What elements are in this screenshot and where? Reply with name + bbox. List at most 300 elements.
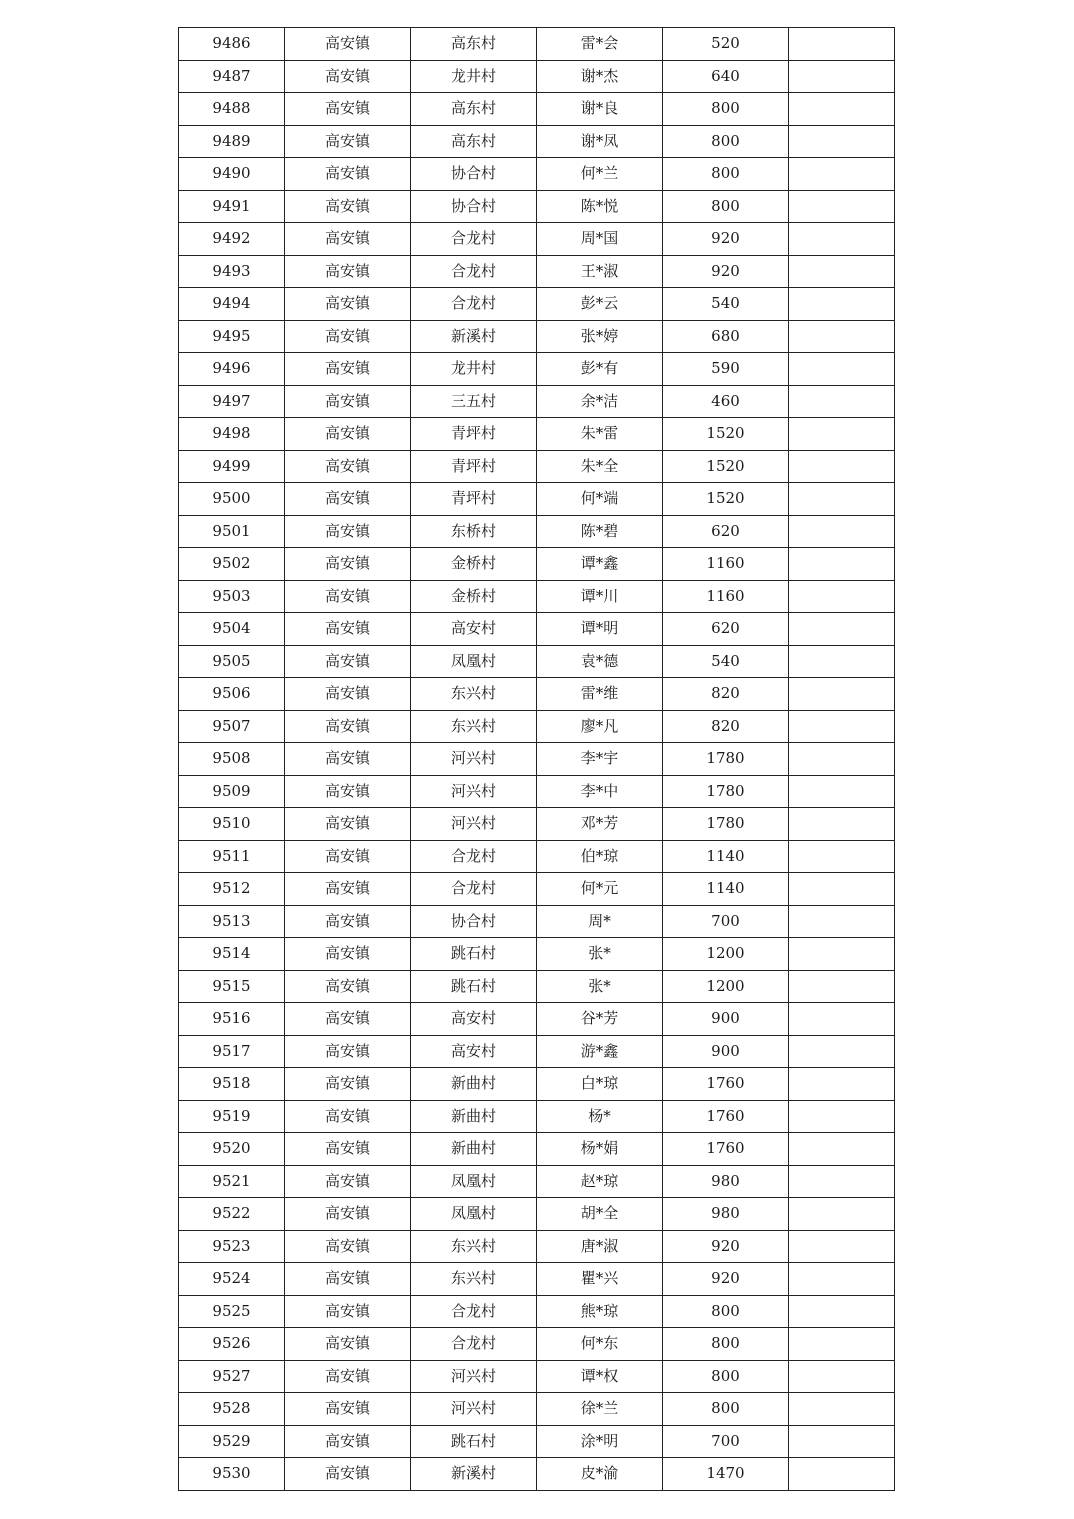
cell-name: 唐*淑 — [537, 1230, 663, 1263]
cell-village: 新曲村 — [411, 1068, 537, 1101]
cell-name: 袁*德 — [537, 645, 663, 678]
cell-town: 高安镇 — [285, 1425, 411, 1458]
cell-note — [789, 613, 895, 646]
cell-name: 雷*维 — [537, 678, 663, 711]
cell-note — [789, 743, 895, 776]
cell-note — [789, 580, 895, 613]
cell-amount: 800 — [663, 1393, 789, 1426]
table-row — [179, 158, 895, 191]
cell-amount: 920 — [663, 223, 789, 256]
cell-name: 邓*芳 — [537, 808, 663, 841]
cell-amount: 1760 — [663, 1100, 789, 1133]
cell-town: 高安镇 — [285, 450, 411, 483]
cell-village: 协合村 — [411, 158, 537, 191]
cell-village: 青坪村 — [411, 418, 537, 451]
cell-note — [789, 255, 895, 288]
table-row — [179, 775, 895, 808]
cell-village: 龙井村 — [411, 60, 537, 93]
cell-seq: 9506 — [179, 678, 285, 711]
cell-note — [789, 385, 895, 418]
table-row — [179, 905, 895, 938]
cell-village: 青坪村 — [411, 450, 537, 483]
table-row — [179, 1393, 895, 1426]
cell-note — [789, 1165, 895, 1198]
cell-name: 张* — [537, 970, 663, 1003]
cell-seq: 9519 — [179, 1100, 285, 1133]
table-row — [179, 483, 895, 516]
cell-note — [789, 28, 895, 61]
cell-note — [789, 60, 895, 93]
cell-town: 高安镇 — [285, 60, 411, 93]
cell-amount: 820 — [663, 678, 789, 711]
cell-note — [789, 1198, 895, 1231]
cell-town: 高安镇 — [285, 613, 411, 646]
cell-seq: 9487 — [179, 60, 285, 93]
cell-town: 高安镇 — [285, 873, 411, 906]
cell-seq: 9503 — [179, 580, 285, 613]
cell-note — [789, 775, 895, 808]
cell-seq: 9493 — [179, 255, 285, 288]
cell-note — [789, 1360, 895, 1393]
cell-name: 周*国 — [537, 223, 663, 256]
cell-name: 赵*琼 — [537, 1165, 663, 1198]
cell-name: 伯*琼 — [537, 840, 663, 873]
cell-note — [789, 938, 895, 971]
cell-seq: 9505 — [179, 645, 285, 678]
cell-name: 白*琼 — [537, 1068, 663, 1101]
cell-amount: 1780 — [663, 743, 789, 776]
cell-seq: 9513 — [179, 905, 285, 938]
cell-name: 熊*琼 — [537, 1295, 663, 1328]
cell-town: 高安镇 — [285, 190, 411, 223]
cell-village: 合龙村 — [411, 1295, 537, 1328]
cell-name: 游*鑫 — [537, 1035, 663, 1068]
cell-amount: 1520 — [663, 418, 789, 451]
cell-name: 彭*有 — [537, 353, 663, 386]
cell-town: 高安镇 — [285, 743, 411, 776]
cell-name: 彭*云 — [537, 288, 663, 321]
cell-amount: 1140 — [663, 840, 789, 873]
cell-village: 跳石村 — [411, 938, 537, 971]
cell-town: 高安镇 — [285, 125, 411, 158]
cell-village: 新溪村 — [411, 320, 537, 353]
cell-seq: 9501 — [179, 515, 285, 548]
roster-table — [178, 27, 895, 1491]
cell-note — [789, 548, 895, 581]
cell-note — [789, 515, 895, 548]
cell-village: 东兴村 — [411, 1263, 537, 1296]
cell-note — [789, 645, 895, 678]
cell-town: 高安镇 — [285, 385, 411, 418]
cell-town: 高安镇 — [285, 28, 411, 61]
cell-village: 高安村 — [411, 1035, 537, 1068]
table-row — [179, 255, 895, 288]
table-row — [179, 678, 895, 711]
table-row — [179, 320, 895, 353]
cell-note — [789, 418, 895, 451]
cell-name: 余*洁 — [537, 385, 663, 418]
cell-amount: 1200 — [663, 970, 789, 1003]
cell-village: 东兴村 — [411, 678, 537, 711]
table-row — [179, 125, 895, 158]
cell-name: 杨*娟 — [537, 1133, 663, 1166]
cell-village: 跳石村 — [411, 970, 537, 1003]
cell-amount: 900 — [663, 1003, 789, 1036]
cell-name: 谢*杰 — [537, 60, 663, 93]
cell-town: 高安镇 — [285, 1295, 411, 1328]
cell-amount: 800 — [663, 1360, 789, 1393]
cell-village: 东兴村 — [411, 710, 537, 743]
cell-amount: 820 — [663, 710, 789, 743]
cell-seq: 9496 — [179, 353, 285, 386]
cell-town: 高安镇 — [285, 1393, 411, 1426]
cell-name: 雷*会 — [537, 28, 663, 61]
cell-town: 高安镇 — [285, 255, 411, 288]
cell-village: 新曲村 — [411, 1133, 537, 1166]
cell-name: 谢*良 — [537, 93, 663, 126]
cell-seq: 9486 — [179, 28, 285, 61]
cell-name: 何*东 — [537, 1328, 663, 1361]
cell-town: 高安镇 — [285, 158, 411, 191]
table-row — [179, 808, 895, 841]
cell-town: 高安镇 — [285, 483, 411, 516]
cell-name: 张* — [537, 938, 663, 971]
cell-note — [789, 353, 895, 386]
cell-seq: 9526 — [179, 1328, 285, 1361]
table-row — [179, 548, 895, 581]
cell-note — [789, 93, 895, 126]
cell-village: 合龙村 — [411, 288, 537, 321]
cell-amount: 980 — [663, 1198, 789, 1231]
cell-seq: 9528 — [179, 1393, 285, 1426]
cell-seq: 9520 — [179, 1133, 285, 1166]
table-row — [179, 1263, 895, 1296]
cell-seq: 9499 — [179, 450, 285, 483]
cell-town: 高安镇 — [285, 1003, 411, 1036]
cell-amount: 620 — [663, 613, 789, 646]
cell-note — [789, 905, 895, 938]
cell-note — [789, 1230, 895, 1263]
cell-village: 合龙村 — [411, 223, 537, 256]
cell-amount: 900 — [663, 1035, 789, 1068]
cell-town: 高安镇 — [285, 1100, 411, 1133]
table-row — [179, 418, 895, 451]
cell-seq: 9500 — [179, 483, 285, 516]
cell-town: 高安镇 — [285, 905, 411, 938]
cell-amount: 1780 — [663, 808, 789, 841]
cell-seq: 9515 — [179, 970, 285, 1003]
cell-seq: 9522 — [179, 1198, 285, 1231]
cell-name: 谭*川 — [537, 580, 663, 613]
table-row — [179, 1198, 895, 1231]
table-row — [179, 28, 895, 61]
cell-name: 李*宇 — [537, 743, 663, 776]
cell-amount: 920 — [663, 1230, 789, 1263]
cell-name: 周* — [537, 905, 663, 938]
cell-town: 高安镇 — [285, 353, 411, 386]
table-row — [179, 1133, 895, 1166]
table-row — [179, 645, 895, 678]
cell-name: 杨* — [537, 1100, 663, 1133]
cell-village: 东桥村 — [411, 515, 537, 548]
cell-note — [789, 970, 895, 1003]
cell-seq: 9514 — [179, 938, 285, 971]
table-row — [179, 93, 895, 126]
cell-seq: 9525 — [179, 1295, 285, 1328]
cell-village: 跳石村 — [411, 1425, 537, 1458]
table-row — [179, 710, 895, 743]
cell-village: 高东村 — [411, 125, 537, 158]
cell-note — [789, 873, 895, 906]
table-row — [179, 1230, 895, 1263]
cell-note — [789, 840, 895, 873]
cell-note — [789, 1068, 895, 1101]
cell-amount: 540 — [663, 645, 789, 678]
cell-village: 凤凰村 — [411, 1165, 537, 1198]
cell-town: 高安镇 — [285, 678, 411, 711]
cell-amount: 1780 — [663, 775, 789, 808]
cell-village: 河兴村 — [411, 775, 537, 808]
table-row — [179, 840, 895, 873]
table-row — [179, 873, 895, 906]
cell-amount: 540 — [663, 288, 789, 321]
cell-amount: 920 — [663, 1263, 789, 1296]
cell-amount: 1470 — [663, 1458, 789, 1491]
cell-seq: 9527 — [179, 1360, 285, 1393]
cell-town: 高安镇 — [285, 710, 411, 743]
cell-seq: 9510 — [179, 808, 285, 841]
cell-amount: 680 — [663, 320, 789, 353]
cell-village: 河兴村 — [411, 743, 537, 776]
cell-name: 胡*全 — [537, 1198, 663, 1231]
cell-amount: 520 — [663, 28, 789, 61]
cell-village: 合龙村 — [411, 873, 537, 906]
cell-note — [789, 158, 895, 191]
cell-note — [789, 710, 895, 743]
cell-note — [789, 1393, 895, 1426]
table-row — [179, 1100, 895, 1133]
cell-town: 高安镇 — [285, 938, 411, 971]
cell-town: 高安镇 — [285, 1133, 411, 1166]
cell-seq: 9498 — [179, 418, 285, 451]
cell-seq: 9504 — [179, 613, 285, 646]
cell-village: 河兴村 — [411, 1393, 537, 1426]
table-row — [179, 60, 895, 93]
table-row — [179, 288, 895, 321]
cell-town: 高安镇 — [285, 1360, 411, 1393]
cell-seq: 9492 — [179, 223, 285, 256]
cell-amount: 640 — [663, 60, 789, 93]
cell-name: 朱*全 — [537, 450, 663, 483]
table-row — [179, 1295, 895, 1328]
cell-village: 高安村 — [411, 613, 537, 646]
cell-note — [789, 1425, 895, 1458]
cell-village: 三五村 — [411, 385, 537, 418]
cell-village: 凤凰村 — [411, 1198, 537, 1231]
cell-seq: 9495 — [179, 320, 285, 353]
cell-village: 合龙村 — [411, 255, 537, 288]
cell-name: 瞿*兴 — [537, 1263, 663, 1296]
cell-name: 谭*权 — [537, 1360, 663, 1393]
cell-name: 何*兰 — [537, 158, 663, 191]
cell-town: 高安镇 — [285, 580, 411, 613]
cell-amount: 1160 — [663, 548, 789, 581]
cell-village: 河兴村 — [411, 808, 537, 841]
cell-seq: 9488 — [179, 93, 285, 126]
cell-name: 谢*凤 — [537, 125, 663, 158]
cell-amount: 800 — [663, 190, 789, 223]
cell-name: 何*元 — [537, 873, 663, 906]
table-row — [179, 938, 895, 971]
cell-amount: 1760 — [663, 1068, 789, 1101]
cell-name: 皮*渝 — [537, 1458, 663, 1491]
cell-note — [789, 1295, 895, 1328]
cell-town: 高安镇 — [285, 1035, 411, 1068]
cell-amount: 1160 — [663, 580, 789, 613]
cell-amount: 1520 — [663, 483, 789, 516]
cell-town: 高安镇 — [285, 775, 411, 808]
cell-town: 高安镇 — [285, 1458, 411, 1491]
cell-town: 高安镇 — [285, 808, 411, 841]
cell-amount: 1200 — [663, 938, 789, 971]
cell-village: 青坪村 — [411, 483, 537, 516]
cell-seq: 9494 — [179, 288, 285, 321]
cell-village: 合龙村 — [411, 840, 537, 873]
cell-note — [789, 483, 895, 516]
cell-name: 王*淑 — [537, 255, 663, 288]
table-row — [179, 1360, 895, 1393]
cell-note — [789, 288, 895, 321]
cell-name: 李*中 — [537, 775, 663, 808]
cell-note — [789, 190, 895, 223]
cell-note — [789, 1458, 895, 1491]
table-row — [179, 1328, 895, 1361]
cell-village: 协合村 — [411, 905, 537, 938]
table-row — [179, 353, 895, 386]
cell-seq: 9508 — [179, 743, 285, 776]
cell-amount: 800 — [663, 1295, 789, 1328]
cell-name: 谭*明 — [537, 613, 663, 646]
cell-village: 高东村 — [411, 93, 537, 126]
cell-amount: 800 — [663, 93, 789, 126]
cell-name: 陈*碧 — [537, 515, 663, 548]
cell-seq: 9489 — [179, 125, 285, 158]
cell-seq: 9517 — [179, 1035, 285, 1068]
cell-town: 高安镇 — [285, 548, 411, 581]
cell-name: 张*婷 — [537, 320, 663, 353]
cell-note — [789, 1003, 895, 1036]
cell-amount: 460 — [663, 385, 789, 418]
table-row — [179, 1165, 895, 1198]
cell-amount: 800 — [663, 125, 789, 158]
cell-name: 涂*明 — [537, 1425, 663, 1458]
cell-note — [789, 1100, 895, 1133]
table-row — [179, 385, 895, 418]
cell-amount: 1760 — [663, 1133, 789, 1166]
table-row — [179, 1035, 895, 1068]
cell-amount: 590 — [663, 353, 789, 386]
cell-name: 谷*芳 — [537, 1003, 663, 1036]
cell-note — [789, 678, 895, 711]
cell-town: 高安镇 — [285, 1263, 411, 1296]
cell-village: 龙井村 — [411, 353, 537, 386]
roster-table-body — [179, 28, 895, 1491]
cell-town: 高安镇 — [285, 840, 411, 873]
cell-seq: 9524 — [179, 1263, 285, 1296]
cell-note — [789, 223, 895, 256]
cell-seq: 9509 — [179, 775, 285, 808]
cell-seq: 9521 — [179, 1165, 285, 1198]
cell-town: 高安镇 — [285, 1068, 411, 1101]
cell-village: 合龙村 — [411, 1328, 537, 1361]
cell-amount: 920 — [663, 255, 789, 288]
cell-name: 廖*凡 — [537, 710, 663, 743]
cell-seq: 9518 — [179, 1068, 285, 1101]
cell-village: 新溪村 — [411, 1458, 537, 1491]
cell-village: 金桥村 — [411, 548, 537, 581]
cell-seq: 9497 — [179, 385, 285, 418]
cell-amount: 700 — [663, 1425, 789, 1458]
table-row — [179, 515, 895, 548]
cell-town: 高安镇 — [285, 970, 411, 1003]
cell-note — [789, 1133, 895, 1166]
cell-village: 高安村 — [411, 1003, 537, 1036]
cell-note — [789, 450, 895, 483]
cell-note — [789, 1263, 895, 1296]
table-row — [179, 1425, 895, 1458]
cell-seq: 9511 — [179, 840, 285, 873]
table-row — [179, 1068, 895, 1101]
cell-seq: 9516 — [179, 1003, 285, 1036]
table-row — [179, 743, 895, 776]
table-row — [179, 580, 895, 613]
cell-amount: 1520 — [663, 450, 789, 483]
cell-town: 高安镇 — [285, 418, 411, 451]
cell-note — [789, 808, 895, 841]
cell-seq: 9512 — [179, 873, 285, 906]
cell-seq: 9491 — [179, 190, 285, 223]
cell-seq: 9523 — [179, 1230, 285, 1263]
cell-note — [789, 1035, 895, 1068]
cell-amount: 620 — [663, 515, 789, 548]
table-row — [179, 223, 895, 256]
cell-seq: 9507 — [179, 710, 285, 743]
cell-note — [789, 125, 895, 158]
cell-village: 金桥村 — [411, 580, 537, 613]
cell-town: 高安镇 — [285, 1230, 411, 1263]
cell-village: 新曲村 — [411, 1100, 537, 1133]
cell-name: 何*端 — [537, 483, 663, 516]
cell-town: 高安镇 — [285, 515, 411, 548]
cell-name: 陈*悦 — [537, 190, 663, 223]
cell-town: 高安镇 — [285, 288, 411, 321]
table-row — [179, 1458, 895, 1491]
cell-town: 高安镇 — [285, 645, 411, 678]
cell-village: 东兴村 — [411, 1230, 537, 1263]
cell-seq: 9530 — [179, 1458, 285, 1491]
cell-town: 高安镇 — [285, 1198, 411, 1231]
cell-village: 协合村 — [411, 190, 537, 223]
cell-note — [789, 1328, 895, 1361]
cell-seq: 9529 — [179, 1425, 285, 1458]
table-row — [179, 190, 895, 223]
cell-seq: 9502 — [179, 548, 285, 581]
cell-village: 河兴村 — [411, 1360, 537, 1393]
cell-village: 高东村 — [411, 28, 537, 61]
cell-name: 谭*鑫 — [537, 548, 663, 581]
cell-town: 高安镇 — [285, 223, 411, 256]
cell-amount: 1140 — [663, 873, 789, 906]
